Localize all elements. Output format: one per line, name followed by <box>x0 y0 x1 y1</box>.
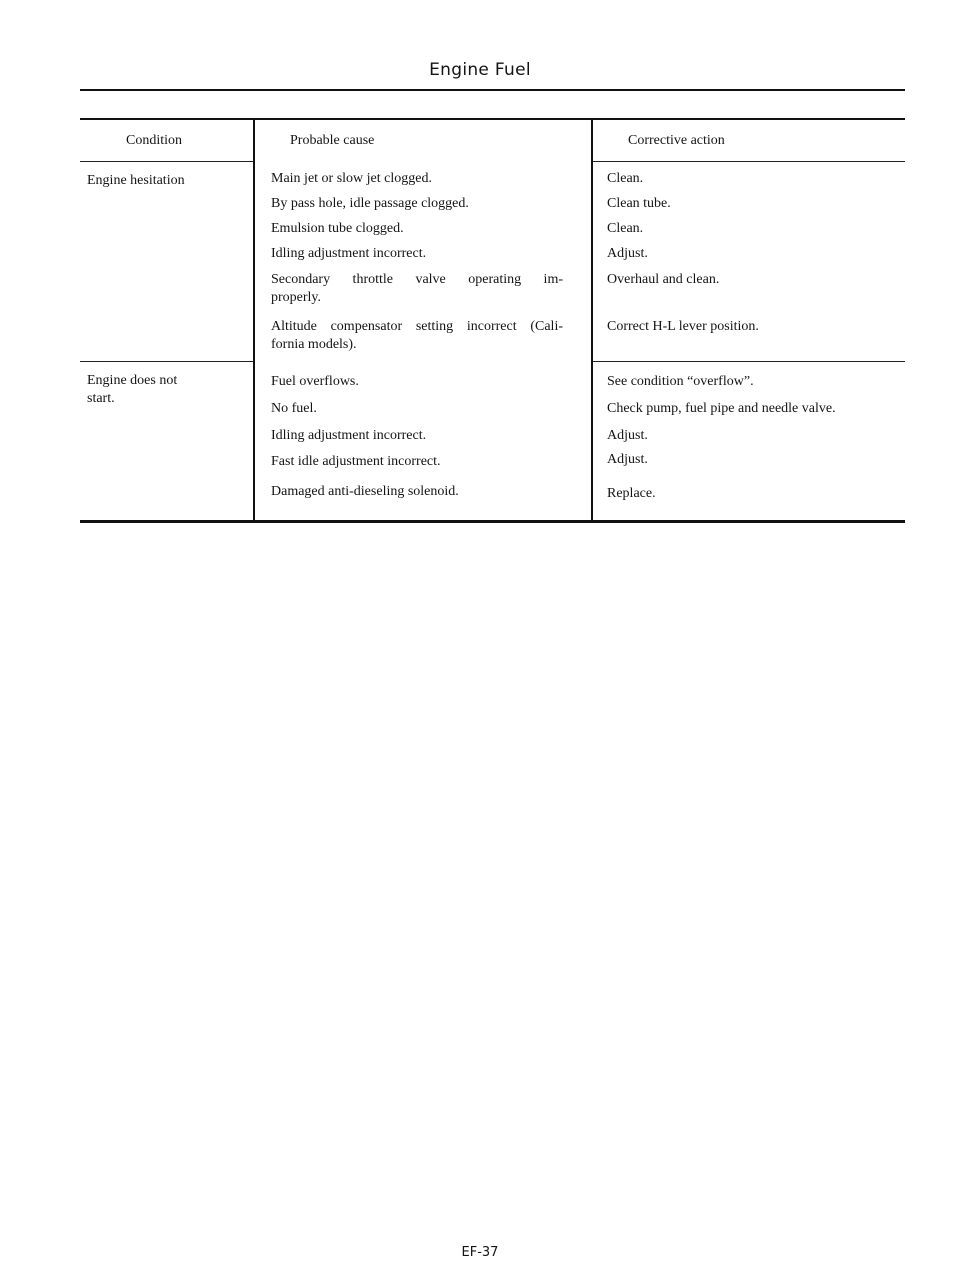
column-divider-2 <box>591 118 593 522</box>
cause-row: No fuel. <box>271 401 317 416</box>
cause-row: Emulsion tube clogged. <box>271 221 404 236</box>
title-rule <box>80 89 905 91</box>
cause-row: Fuel overflows. <box>271 374 359 389</box>
action-row: Clean. <box>607 221 644 236</box>
cause-row: Idling adjustment incorrect. <box>271 428 427 443</box>
action-row: Check pump, fuel pipe and needle valve. <box>607 401 836 416</box>
column-divider-1 <box>253 118 255 522</box>
cause-row: By pass hole, idle passage clogged. <box>271 196 469 211</box>
group-rule-action <box>593 361 905 362</box>
table-bottom-rule <box>80 520 905 523</box>
action-row: Adjust. <box>607 246 648 261</box>
cause-line: properly. <box>271 290 322 305</box>
cause-line: Altitude compensator setting incorrect (Cali- <box>271 319 563 334</box>
cause-row: Idling adjustment incorrect. <box>271 246 427 261</box>
action-row: Correct H-L lever position. <box>607 319 759 334</box>
cause-row: Damaged anti-dieseling solenoid. <box>271 484 459 499</box>
column-header-condition: Condition <box>126 133 183 148</box>
header-rule-condition <box>80 161 253 162</box>
action-row: Clean tube. <box>607 196 671 211</box>
condition-line: Engine does not <box>87 373 178 388</box>
header-rule-action <box>593 161 905 162</box>
condition-engine-does-not-start <box>87 372 247 408</box>
action-row: See condition “overflow”. <box>607 374 754 389</box>
column-header-action: Corrective action <box>628 133 725 148</box>
action-row: Overhaul and clean. <box>607 272 720 287</box>
cause-row-multiline <box>271 318 563 354</box>
action-row: Clean. <box>607 171 644 186</box>
action-row: Adjust. <box>607 428 648 443</box>
cause-row: Fast idle adjustment incorrect. <box>271 454 441 469</box>
action-row: Adjust. <box>607 452 648 467</box>
action-row: Replace. <box>607 486 656 501</box>
cause-line: Secondary throttle valve operating im- <box>271 272 563 287</box>
column-header-cause: Probable cause <box>290 133 375 148</box>
cause-line: fornia models). <box>271 337 357 352</box>
cause-row: Main jet or slow jet clogged. <box>271 171 432 186</box>
page-title: Engine Fuel <box>429 60 531 80</box>
cause-row-multiline <box>271 271 563 307</box>
condition-engine-hesitation: Engine hesitation <box>87 173 185 188</box>
group-rule-condition <box>80 361 253 362</box>
condition-line: start. <box>87 391 115 406</box>
table-top-rule <box>80 118 905 120</box>
page-number: EF-37 <box>461 1245 499 1260</box>
